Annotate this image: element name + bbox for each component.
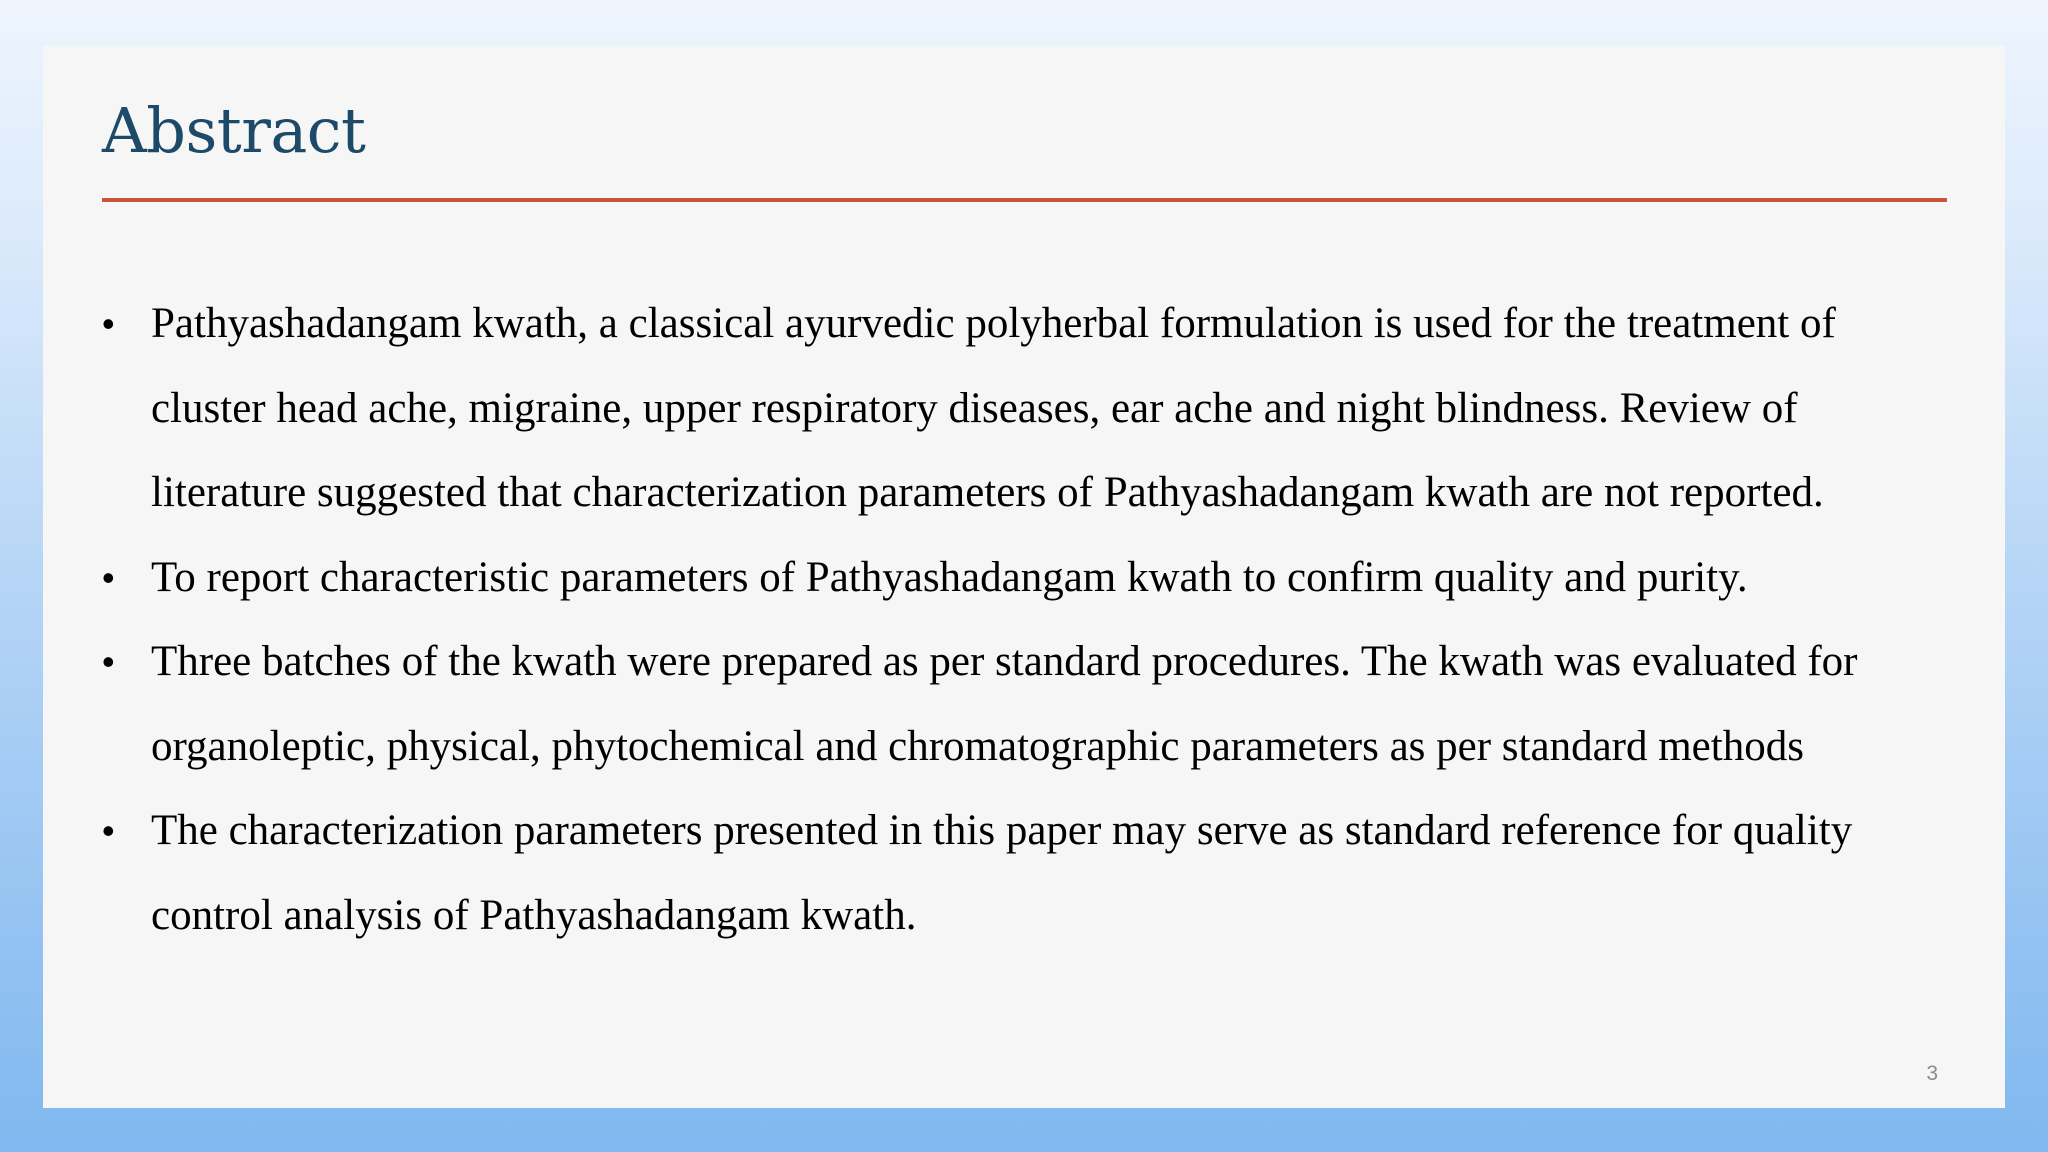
bullet-list	[102, 282, 1957, 958]
bullet-item: • The characterization parameters presented in this paper may serve as standard reference for quality control analysis of Pathyashadangam kwath.	[102, 789, 1957, 958]
bullet-item: • To report characteristic parameters of Pathyashadangam kwath to confirm quality and purity.	[102, 536, 1957, 621]
bullet-item: • Three batches of the kwath were prepared as per standard procedures. The kwath was evaluated for organoleptic, physical, phytochemical and chromatographic parameters as per standard methods	[102, 620, 1957, 789]
slide-number: 3	[1926, 1062, 1938, 1085]
slide	[43, 46, 2005, 1108]
title-divider	[102, 198, 1947, 202]
slide-title: Abstract	[102, 94, 366, 167]
bullet-item: • Pathyashadangam kwath, a classical ayurvedic polyherbal formulation is used for the treatment of cluster head ache, migraine, upper respiratory diseases, ear ache and night blindness. Review of literature suggested that characterization parameters of Pathyashadangam kwath are not reported.	[102, 282, 1957, 536]
